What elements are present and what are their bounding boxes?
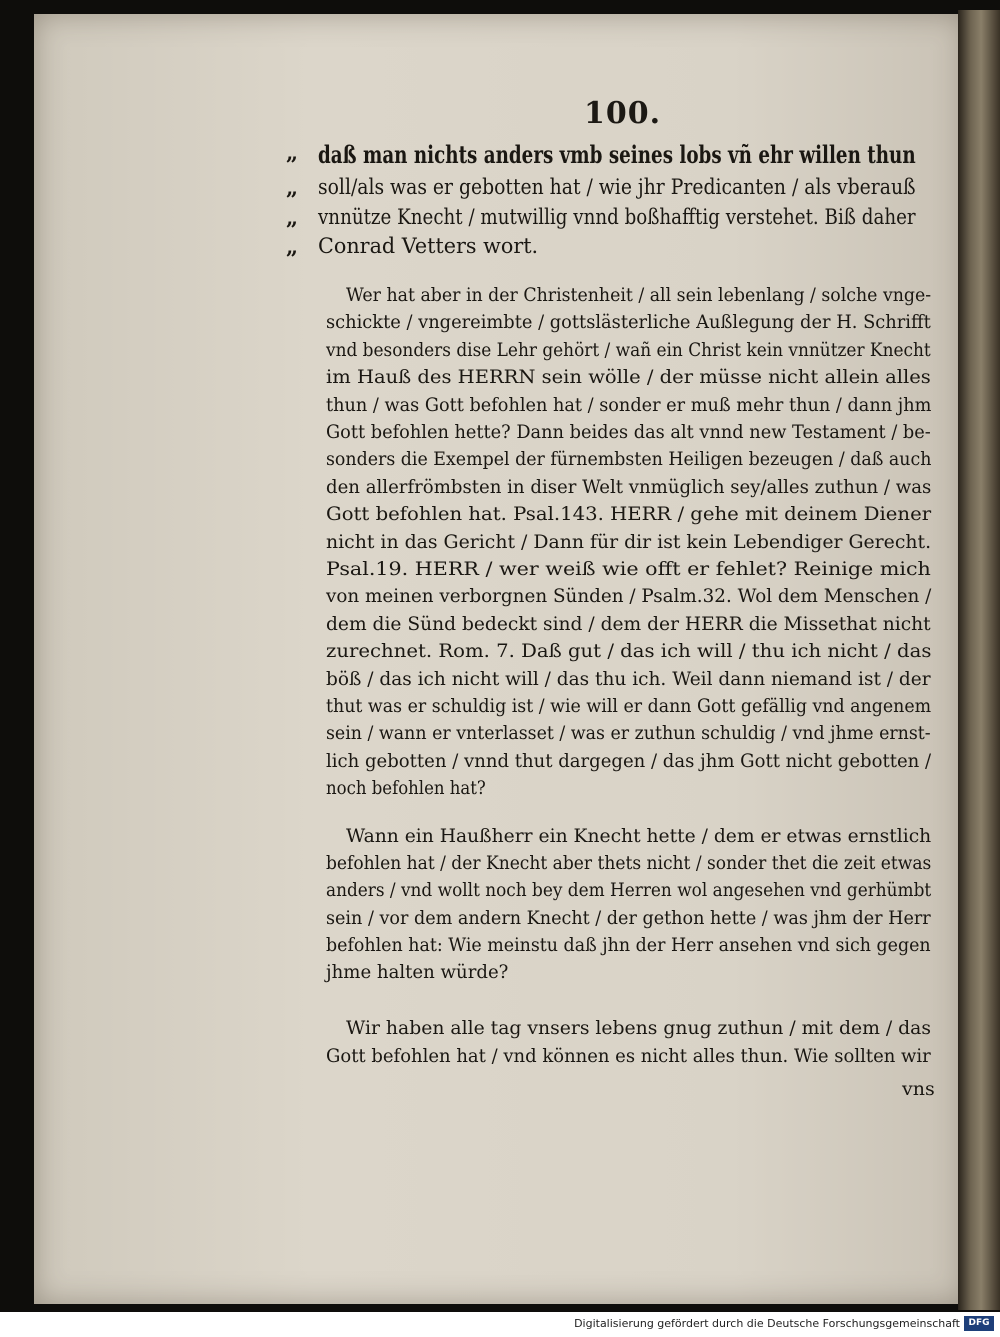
paragraph-1-line: sein / wann er vnterlasset / was er zuthun schuldig / vnd jhme ernst- [326, 722, 931, 745]
book-spine [958, 10, 1000, 1310]
paragraph-1-line: von meinen verborgnen Sünden / Psalm.32. Wol dem Menschen / [326, 585, 932, 608]
paragraph-2-line: anders / vnd wollt noch bey dem Herren wol angesehen vnd gerhümbt [326, 879, 932, 902]
paragraph-1-line: nicht in das Gericht / Dann für dir ist kein Lebendiger Gerecht. [326, 530, 932, 553]
paragraph-1-line: lich gebotten / vnnd thut dargegen / das jhm Gott nicht gebotten / [326, 749, 932, 772]
paragraph-1-line: Wer hat aber in der Christenheit / all sein lebenlang / solche vnge- [346, 284, 932, 306]
quotation-mark: „ [286, 234, 299, 259]
paragraph-3-line: Wir haben alle tag vnsers lebens gnug zuthun / mit dem / das [346, 1017, 931, 1039]
quotation-mark: „ [286, 205, 299, 230]
paragraph-1-line: im Hauß des HERRN sein wölle / der müsse nicht allein alles [326, 366, 931, 389]
paragraph-1-line: sonders die Exempel der fürnembsten Heiligen bezeugen / daß auch [326, 448, 932, 471]
paragraph-2-line: sein / vor dem andern Knecht / der gethon hette / was jhm der Herr [326, 906, 931, 929]
quote-text: Conrad Vetters wort. [318, 234, 539, 258]
paragraph-2-line: Wann ein Haußherr ein Knecht hette / dem er etwas ernstlich [346, 825, 932, 847]
quote-text: daß man nichts anders vmb seines lobs vñ ehr willen thun [318, 140, 916, 169]
paragraph-1-line: böß / das ich nicht will / das thu ich. Weil dann niemand ist / der [326, 667, 931, 690]
catchword: vns [902, 1078, 935, 1100]
page-number: 100. [584, 96, 662, 131]
quotation-mark: „ [286, 175, 299, 200]
paragraph-2-line: jhme halten würde? [326, 961, 509, 983]
quotation-mark: „ [286, 140, 299, 165]
footer-bar [0, 1312, 1000, 1337]
paragraph-1-line: zurechnet. Rom. 7. Daß gut / das ich will / thu ich nicht / das [326, 640, 932, 663]
funding-notice: Digitalisierung gefördert durch die Deutsche Forschungsgemeinschaft [574, 1317, 960, 1330]
paragraph-1-line: Gott befohlen hat. Psal.143. HERR / gehe mit deinem Diener [326, 503, 932, 526]
paragraph-1-line: thun / was Gott befohlen hat / sonder er muß mehr thun / dann jhm [326, 393, 932, 416]
paragraph-1-line: den allerfrömbsten in diser Welt vnmüglich sey/alles zuthun / was [326, 475, 932, 498]
paragraph-1-line: schickte / vngereimbte / gottslästerliche Außlegung der H. Schrifft [326, 311, 931, 334]
dfg-logo-icon: DFG [964, 1316, 994, 1331]
paragraph-1-line: Psal.19. HERR / wer weiß wie offt er fehlet? Reinige mich [326, 558, 931, 580]
paragraph-3-line: Gott befohlen hat / vnd können es nicht alles thun. Wie sollten wir [326, 1044, 931, 1067]
paragraph-1-line: thut was er schuldig ist / wie will er dann Gott gefällig vnd angenem [326, 695, 932, 717]
paragraph-1-line: Gott befohlen hette? Dann beides das alt vnnd new Testament / be- [326, 421, 931, 443]
paragraph-2-line: befohlen hat / der Knecht aber thets nicht / sonder thet die zeit etwas [326, 852, 932, 875]
quote-text: vnnütze Knecht / mutwillig vnnd boßhafftig verstehet. Biß daher [318, 205, 916, 229]
paragraph-2-line: befohlen hat: Wie meinstu daß jhn der Herr ansehen vnd sich gegen [326, 933, 931, 956]
paragraph-1-line: dem die Sünd bedeckt sind / dem der HERR die Missethat nicht [326, 612, 931, 635]
paragraph-1-line: vnd besonders dise Lehr gehört / wañ ein Christ kein vnnützer Knecht [326, 338, 931, 361]
quote-text: soll/als was er gebotten hat / wie jhr Predicanten / als vberauß [318, 175, 916, 199]
paragraph-1-line: noch befohlen hat? [326, 777, 486, 800]
